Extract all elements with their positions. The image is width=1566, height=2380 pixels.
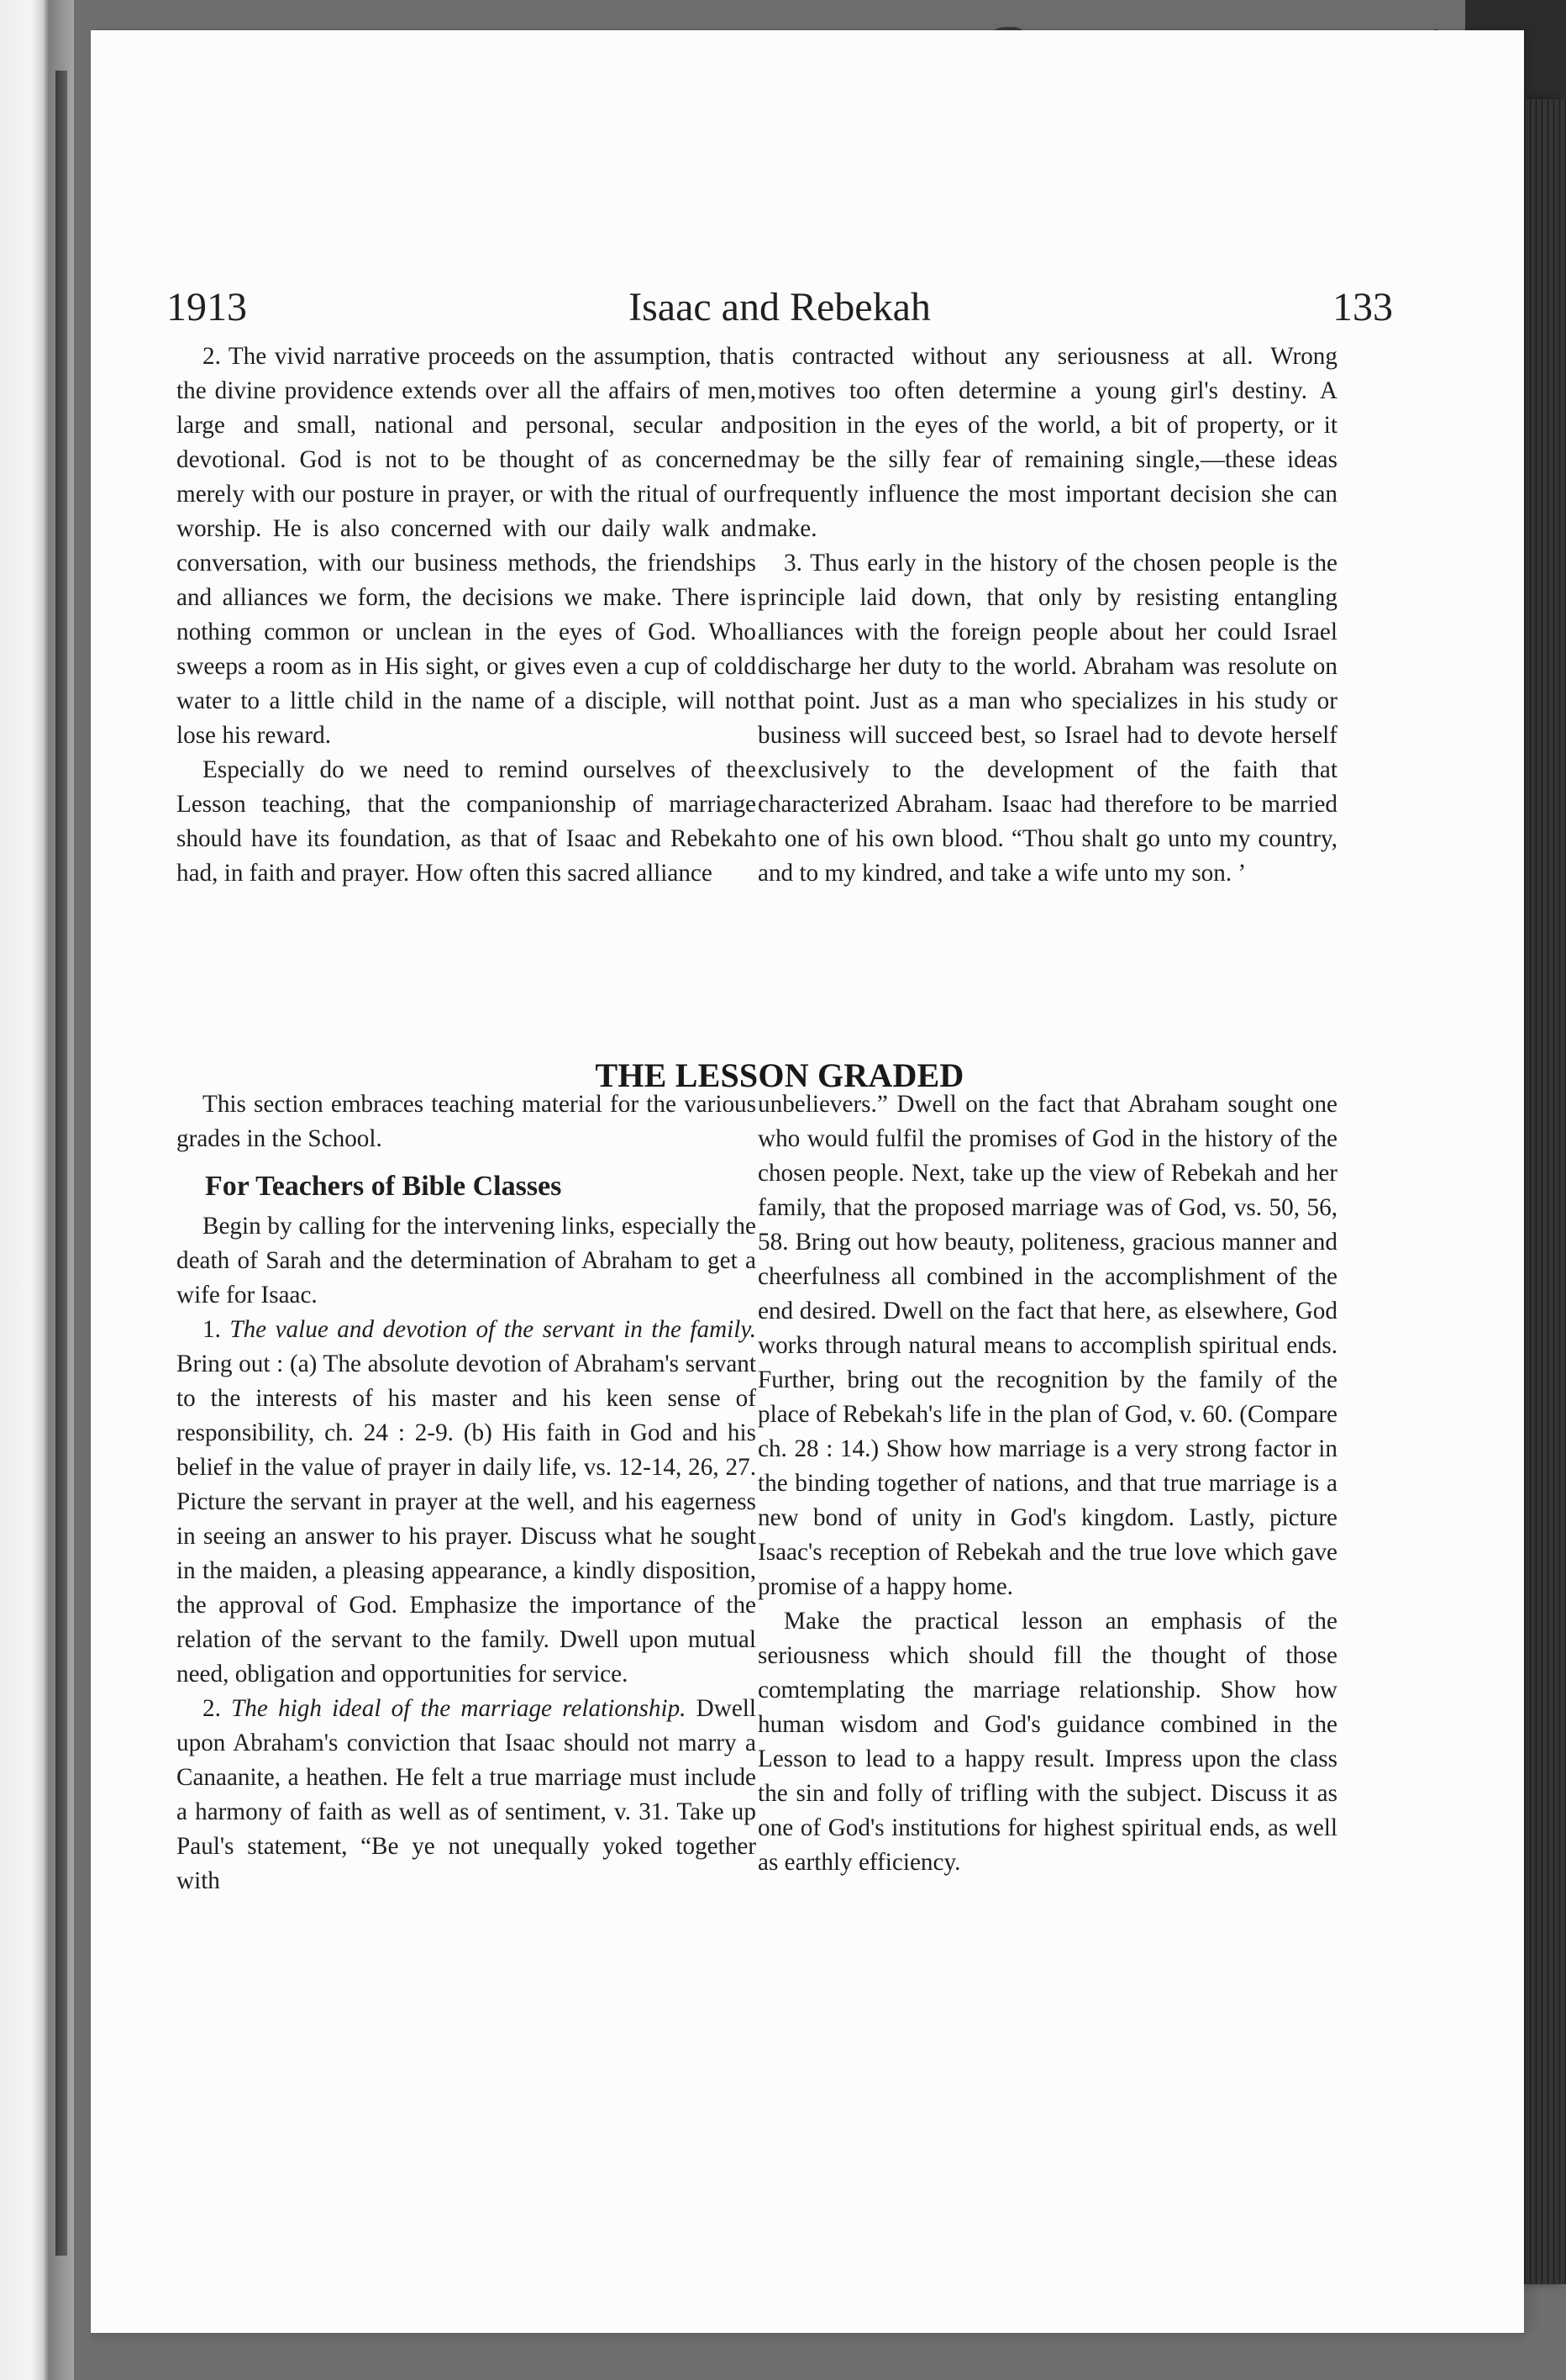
top-left-paragraph-2: Especially do we need to remind ourselves of the Lesson teaching, that the companionship of marriage should have its foundation, as that of Isaac and Rebekah had, in faith and prayer. How often this sacred alliance bbox=[176, 756, 756, 887]
top-right-paragraph-1: is contracted without any seriousness at all. Wrong motives too often determine a young girl's destiny. A position in the eyes of the world, a bit of property, or it may be the silly fear of remaining single,—these ideas frequently influence the most important decision she can make. bbox=[758, 343, 1337, 542]
bottom-right-paragraph-1: unbelievers.” Dwell on the fact that Abraham sought one who would fulfil the promises of God in the history of the chosen people. Next, take up the view of Rebekah and her family, that the proposed marriage was of God, vs. 50, 56, 58. Bring out how beauty, politeness, gracious manner and cheerfulness all combined in the accomplishment of the end desired. Dwell on the fact that here, as elsewhere, God works through natural means to accomplish spiritual ends. Further, bring out the recognition by the family of the place of Rebekah's life in the plan of God, v. 60. (Compare ch. 28 : 14.) Show how marriage is a very strong factor in the binding together of nations, and that true marriage is a new bond of unity in God's kingdom. Lastly, picture Isaac's reception of Rebekah and the true love which gave promise of a happy home. bbox=[758, 1091, 1337, 1600]
marriage-ideal-paragraph bbox=[176, 1692, 756, 1898]
servant-devotion-number: 1. bbox=[202, 1316, 221, 1343]
page-title: Isaac and Rebekah bbox=[628, 285, 931, 329]
bottom-left-text-column bbox=[176, 1087, 756, 1898]
servant-devotion-heading: The value and devotion of the servant in the family. bbox=[229, 1316, 757, 1343]
bottom-right-text-column bbox=[758, 1087, 1337, 1880]
page-header bbox=[166, 287, 1393, 346]
lesson-graded-heading: THE LESSON GRADED bbox=[595, 1056, 964, 1095]
page-bottom-shadow bbox=[91, 2333, 1524, 2346]
top-right-paragraph-2: 3. Thus early in the history of the chosen people is the principle laid down, that only by resisting entangling alliances with the foreign people about her could Israel discharge her duty to the world. Abraham was resolute on that point. Just as a man who specializes in his study or business will succeed best, so Israel had to devote herself exclusively to the development of the faith that characterized Abraham. Isaac had therefore to be married to one of his own blood. “Thou shalt go unto my country, and to my kindred, and take a wife unto my son. ’ bbox=[758, 550, 1337, 887]
bible-classes-intro-paragraph: Begin by calling for the intervening links, especially the death of Sarah and the determination of Abraham to get a wife for Isaac. bbox=[176, 1213, 756, 1308]
marriage-ideal-number: 2. bbox=[202, 1695, 221, 1722]
page-year: 1913 bbox=[166, 285, 247, 329]
bible-classes-heading: For Teachers of Bible Classes bbox=[205, 1171, 562, 1202]
book-page bbox=[91, 30, 1524, 2333]
page-number: 133 bbox=[1332, 285, 1393, 329]
left-book-edge bbox=[0, 0, 74, 2380]
lesson-intro-paragraph: This section embraces teaching material for the various grades in the School. bbox=[176, 1091, 756, 1152]
top-right-text-column bbox=[758, 340, 1337, 891]
servant-devotion-text: Bring out : (a) The absolute devotion of Abraham's servant to the interests of his master and his keen sense of responsibility, ch. 24 : 2-9. (b) His faith in God and his belief in the value of prayer in daily life, vs. 12-14, 26, 27. Picture the servant in prayer at the well, and his eagerness in seeing an answer to his prayer. Discuss what he sought in the maiden, a pleasing appearance, a kindly disposition, the approval of God. Emphasize the importance of the relation of the servant to the family. Dwell upon mutual need, obligation and opportunities for service. bbox=[176, 1351, 756, 1688]
marriage-ideal-heading: The high ideal of the marriage relationship. bbox=[231, 1695, 686, 1722]
top-left-paragraph-1: 2. The vivid narrative proceeds on the assumption, that the divine providence extends over all the affairs of men, large and small, national and personal, secular and devotional. God is not to be thought of as concerned merely with our posture in prayer, or with the ritual of our worship. He is also concerned with our daily walk and conversation, with our business methods, the friendships and alliances we form, the decisions we make. There is nothing common or unclean in the eyes of God. Who sweeps a room as in His sight, or gives even a cup of cold water to a little child in the name of a disciple, will not lose his reward. bbox=[176, 343, 756, 749]
servant-devotion-paragraph bbox=[176, 1313, 756, 1692]
practical-lesson-paragraph: Make the practical lesson an emphasis of the seriousness which should fill the thought of those comtemplating the marriage relationship. Show how human wisdom and God's guidance combined in the Lesson to lead to a happy result. Impress upon the class the sin and folly of trifling with the subject. Discuss it as one of God's institutions for highest spiritual ends, as well as earthly efficiency. bbox=[758, 1608, 1337, 1876]
top-left-text-column bbox=[176, 340, 756, 891]
marriage-ideal-text: Dwell upon Abraham's conviction that Isaac should not marry a Canaanite, a heathen. He felt a true marriage must include a harmony of faith as well as of sentiment, v. 31. Take up Paul's statement, “Be ye not unequally yoked together with bbox=[176, 1695, 757, 1894]
